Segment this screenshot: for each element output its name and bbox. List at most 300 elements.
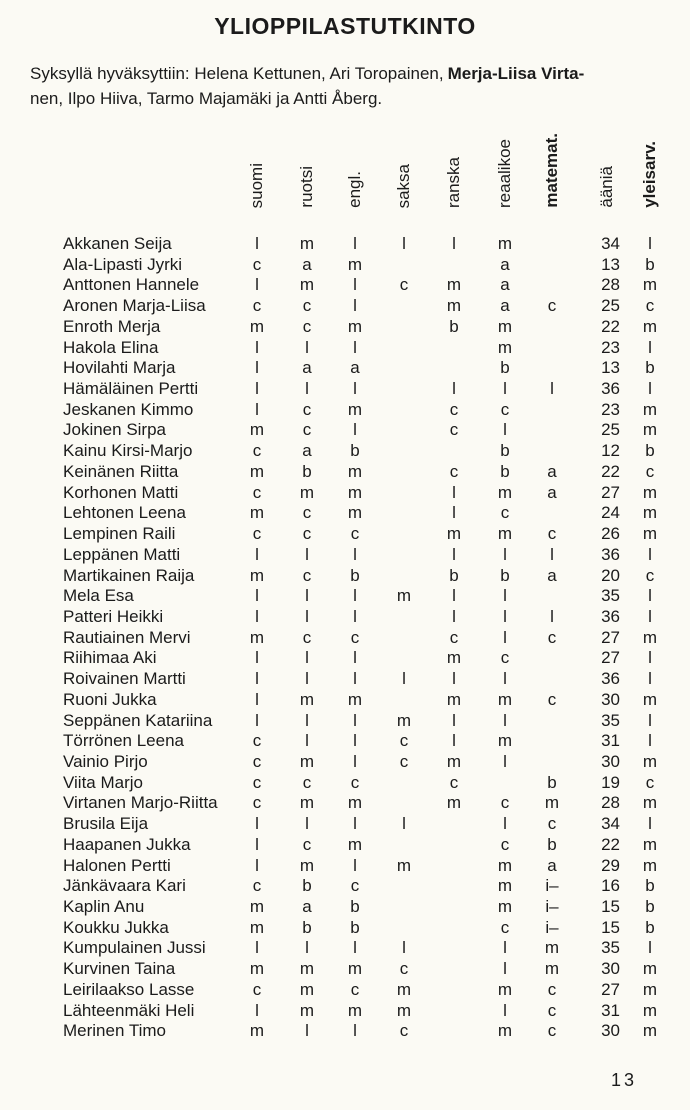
overall-grade-cell: m <box>642 1000 658 1020</box>
overall-grade-cell: b <box>645 917 655 937</box>
grade-cell-reaalikoe: b <box>500 461 510 481</box>
grade-cell-engl: b <box>350 897 360 917</box>
grade-cell-matemat: a <box>547 461 557 481</box>
grade-cell-ranska: l <box>452 606 456 626</box>
column-header-label: ruotsi <box>297 166 316 208</box>
grade-cell-suomi: m <box>249 503 265 523</box>
grade-cell-suomi: l <box>255 648 259 668</box>
overall-grade-cell: l <box>648 938 652 958</box>
grade-cell-ranska: m <box>446 524 462 544</box>
column-header-engl <box>344 90 366 208</box>
grade-cell-engl: m <box>347 316 363 336</box>
grade-cell-suomi: l <box>255 814 259 834</box>
grade-cell-saksa: c <box>399 275 409 295</box>
grade-cell-ranska: b <box>449 316 459 336</box>
table-row <box>0 275 690 296</box>
grade-cell-reaalikoe: l <box>503 938 507 958</box>
grade-cell-engl: c <box>350 979 360 999</box>
grade-cell-reaalikoe: a <box>500 254 510 274</box>
grade-cell-engl: c <box>350 627 360 647</box>
overall-grade-cell: l <box>648 731 652 751</box>
table-row <box>0 545 690 566</box>
overall-grade-cell: m <box>642 793 658 813</box>
grade-cell-suomi: c <box>252 482 262 502</box>
grade-cell-saksa: m <box>396 855 412 875</box>
overall-grade-cell: c <box>645 772 655 792</box>
grade-cell-ruotsi: m <box>299 959 315 979</box>
grade-cell-ranska: m <box>446 296 462 316</box>
votes-cell: 27 <box>601 627 620 647</box>
table-row <box>0 793 690 814</box>
grade-cell-matemat: m <box>544 938 560 958</box>
grade-cell-engl: m <box>347 959 363 979</box>
column-header-label: reaalikoe <box>495 139 514 208</box>
table-row <box>0 483 690 504</box>
grade-cell-matemat: a <box>547 855 557 875</box>
grade-cell-engl: c <box>350 524 360 544</box>
overall-grade-cell: l <box>648 234 652 253</box>
grade-cell-reaalikoe: m <box>497 731 513 751</box>
column-header-label: saksa <box>394 163 413 208</box>
grade-cell-reaalikoe: m <box>497 234 513 253</box>
table-row <box>0 814 690 835</box>
grade-cell-reaalikoe: m <box>497 876 513 896</box>
table-row <box>0 462 690 483</box>
grade-cell-suomi: m <box>249 420 265 440</box>
table-row <box>0 938 690 959</box>
grade-cell-suomi: m <box>249 917 265 937</box>
intro-line-1 <box>30 61 675 86</box>
grade-cell-engl: l <box>353 814 357 834</box>
grade-cell-engl: m <box>347 254 363 274</box>
student-name: Kaplin Anu <box>63 897 145 917</box>
grade-cell-engl: l <box>353 544 357 564</box>
grade-cell-matemat: i– <box>545 917 559 937</box>
grade-cell-saksa: l <box>402 234 406 253</box>
grade-cell-ruotsi: a <box>302 358 312 378</box>
overall-grade-cell: l <box>648 586 652 606</box>
overall-grade-cell: l <box>648 379 652 399</box>
grade-cell-engl: c <box>350 772 360 792</box>
votes-cell: 25 <box>601 296 620 316</box>
grade-cell-matemat: c <box>547 1000 557 1020</box>
votes-cell: 20 <box>601 565 620 585</box>
grade-cell-matemat: c <box>547 814 557 834</box>
column-header-label: suomi <box>247 162 266 208</box>
grade-cell-reaalikoe: l <box>503 544 507 564</box>
column-header-label: ääniä <box>597 166 616 208</box>
votes-cell: 26 <box>601 524 620 544</box>
votes-cell: 16 <box>601 876 620 896</box>
column-header-label: yleisarv. <box>640 141 659 208</box>
overall-grade-cell: l <box>648 337 652 357</box>
grade-cell-reaalikoe: l <box>503 586 507 606</box>
student-name: Jänkävaara Kari <box>63 876 186 896</box>
votes-cell: 13 <box>601 254 620 274</box>
grade-cell-saksa: m <box>396 586 412 606</box>
overall-grade-cell: m <box>642 420 658 440</box>
grade-cell-ruotsi: a <box>302 254 312 274</box>
grade-cell-ranska: c <box>449 420 459 440</box>
grade-cell-ranska: l <box>452 586 456 606</box>
grade-cell-saksa: c <box>399 959 409 979</box>
votes-cell: 13 <box>601 358 620 378</box>
grade-cell-engl: l <box>353 648 357 668</box>
student-name: Rautiainen Mervi <box>63 627 191 647</box>
grade-cell-reaalikoe: m <box>497 1021 513 1041</box>
grade-cell-suomi: c <box>252 731 262 751</box>
grade-cell-ruotsi: c <box>302 316 312 336</box>
votes-cell: 24 <box>601 503 620 523</box>
grade-cell-suomi: c <box>252 876 262 896</box>
student-name: Martikainen Raija <box>63 565 195 585</box>
grade-cell-matemat: c <box>547 979 557 999</box>
grade-cell-suomi: m <box>249 1021 265 1041</box>
grade-cell-ruotsi: c <box>302 420 312 440</box>
table-row <box>0 773 690 794</box>
grade-cell-matemat: m <box>544 793 560 813</box>
column-header-aania <box>596 90 618 208</box>
table-row <box>0 566 690 587</box>
column-header-reaalikoe <box>494 90 516 208</box>
grade-cell-ranska: c <box>449 461 459 481</box>
grade-cell-reaalikoe: c <box>500 503 510 523</box>
overall-grade-cell: b <box>645 876 655 896</box>
grade-cell-engl: l <box>353 606 357 626</box>
grade-cell-engl: m <box>347 834 363 854</box>
grade-cell-suomi: l <box>255 379 259 399</box>
overall-grade-cell: m <box>642 959 658 979</box>
grade-cell-ranska: b <box>449 565 459 585</box>
grade-cell-engl: l <box>353 337 357 357</box>
votes-cell: 15 <box>601 897 620 917</box>
student-name: Mela Esa <box>63 586 134 606</box>
grade-cell-engl: l <box>353 420 357 440</box>
overall-grade-cell: m <box>642 834 658 854</box>
table-row <box>0 897 690 918</box>
grade-cell-suomi: l <box>255 358 259 378</box>
student-name: Patteri Heikki <box>63 606 164 626</box>
grade-cell-engl: l <box>353 752 357 771</box>
table-row <box>0 400 690 421</box>
table-row <box>0 420 690 441</box>
grade-cell-ranska: l <box>452 669 456 689</box>
grade-cell-engl: c <box>350 876 360 896</box>
overall-grade-cell: m <box>642 275 658 295</box>
grade-cell-ruotsi: c <box>302 296 312 316</box>
grade-cell-engl: l <box>353 296 357 316</box>
grade-cell-engl: l <box>353 379 357 399</box>
student-name: Ruoni Jukka <box>63 689 157 709</box>
grade-cell-ruotsi: m <box>299 482 315 502</box>
table-row <box>0 586 690 607</box>
grade-cell-suomi: m <box>249 959 265 979</box>
overall-grade-cell: m <box>642 482 658 502</box>
student-name: Halonen Pertti <box>63 855 171 875</box>
student-name: Riihimaa Aki <box>63 648 157 668</box>
grade-cell-engl: m <box>347 793 363 813</box>
votes-cell: 27 <box>601 648 620 668</box>
student-name: Virtanen Marjo-Riitta <box>63 793 218 813</box>
grade-cell-reaalikoe: m <box>497 689 513 709</box>
column-header-label: engl. <box>345 171 364 208</box>
grade-cell-matemat: b <box>547 834 557 854</box>
student-name: Kumpulainen Jussi <box>63 938 206 958</box>
student-name: Törrönen Leena <box>63 731 184 751</box>
student-name: Hovilahti Marja <box>63 358 176 378</box>
grade-cell-ruotsi: l <box>305 1021 309 1041</box>
student-name: Haapanen Jukka <box>63 834 191 854</box>
votes-cell: 22 <box>601 316 620 336</box>
column-header-label: matemat. <box>542 133 561 208</box>
grade-cell-suomi: l <box>255 710 259 730</box>
table-row <box>0 980 690 1001</box>
grade-cell-ranska: l <box>452 731 456 751</box>
votes-cell: 12 <box>601 441 620 461</box>
overall-grade-cell: b <box>645 897 655 917</box>
grade-cell-engl: l <box>353 710 357 730</box>
grade-cell-reaalikoe: l <box>503 627 507 647</box>
votes-cell: 27 <box>601 482 620 502</box>
grade-cell-reaalikoe: m <box>497 482 513 502</box>
grade-cell-saksa: l <box>402 938 406 958</box>
grade-cell-saksa: m <box>396 979 412 999</box>
grade-cell-ruotsi: c <box>302 399 312 419</box>
student-name: Anttonen Hannele <box>63 275 200 295</box>
grade-cell-reaalikoe: l <box>503 606 507 626</box>
grade-cell-ruotsi: l <box>305 814 309 834</box>
grade-cell-matemat: c <box>547 296 557 316</box>
grade-cell-ruotsi: b <box>302 876 312 896</box>
grade-cell-reaalikoe: a <box>500 296 510 316</box>
grade-cell-suomi: l <box>255 606 259 626</box>
grade-cell-reaalikoe: b <box>500 441 510 461</box>
grade-cell-suomi: l <box>255 337 259 357</box>
grade-cell-engl: l <box>353 1021 357 1041</box>
overall-grade-cell: l <box>648 648 652 668</box>
student-name: Roivainen Martti <box>63 669 186 689</box>
grade-cell-reaalikoe: l <box>503 710 507 730</box>
grade-cell-ranska: m <box>446 648 462 668</box>
grade-cell-ranska: l <box>452 710 456 730</box>
grade-cell-ranska: m <box>446 689 462 709</box>
overall-grade-cell: m <box>642 627 658 647</box>
grade-cell-engl: m <box>347 689 363 709</box>
student-name: Lehtonen Leena <box>63 503 186 523</box>
overall-grade-cell: m <box>642 979 658 999</box>
votes-cell: 19 <box>601 772 620 792</box>
grade-cell-suomi: c <box>252 772 262 792</box>
overall-grade-cell: m <box>642 316 658 336</box>
overall-grade-cell: m <box>642 689 658 709</box>
student-name: Lähteenmäki Heli <box>63 1000 195 1020</box>
overall-grade-cell: l <box>648 814 652 834</box>
grade-cell-suomi: c <box>252 296 262 316</box>
grade-cell-engl: l <box>353 938 357 958</box>
votes-cell: 28 <box>601 275 620 295</box>
votes-cell: 28 <box>601 793 620 813</box>
grade-cell-saksa: c <box>399 1021 409 1041</box>
table-row <box>0 1021 690 1042</box>
overall-grade-cell: c <box>645 296 655 316</box>
grade-cell-ranska: m <box>446 793 462 813</box>
grade-cell-matemat: l <box>550 379 554 399</box>
grade-cell-ruotsi: c <box>302 503 312 523</box>
votes-cell: 30 <box>601 1021 620 1041</box>
grade-cell-ruotsi: m <box>299 979 315 999</box>
overall-grade-cell: b <box>645 358 655 378</box>
grade-cell-reaalikoe: c <box>500 834 510 854</box>
grade-cell-matemat: l <box>550 544 554 564</box>
student-name: Brusila Eija <box>63 814 149 834</box>
grade-cell-matemat: c <box>547 524 557 544</box>
table-row <box>0 669 690 690</box>
table-row <box>0 711 690 732</box>
student-name: Merinen Timo <box>63 1021 166 1041</box>
votes-cell: 23 <box>601 337 620 357</box>
page-title: YLIOPPILASTUTKINTO <box>214 13 476 39</box>
grade-cell-engl: l <box>353 275 357 295</box>
grade-cell-ruotsi: c <box>302 565 312 585</box>
student-name: Enroth Merja <box>63 316 161 336</box>
grade-cell-ruotsi: l <box>305 648 309 668</box>
grade-cell-ruotsi: l <box>305 710 309 730</box>
intro-line-2: nen, Ilpo Hiiva, Tarmo Majamäki ja Antti Åberg. <box>30 89 383 108</box>
votes-cell: 30 <box>601 752 620 771</box>
grade-cell-saksa: c <box>399 731 409 751</box>
votes-cell: 34 <box>601 234 620 253</box>
grade-cell-reaalikoe: a <box>500 275 510 295</box>
grade-cell-reaalikoe: m <box>497 897 513 917</box>
grade-cell-matemat: a <box>547 565 557 585</box>
grade-cell-ruotsi: c <box>302 834 312 854</box>
table-row <box>0 876 690 897</box>
grade-cell-reaalikoe: l <box>503 420 507 440</box>
grade-cell-matemat: c <box>547 689 557 709</box>
grade-cell-suomi: l <box>255 689 259 709</box>
grade-cell-saksa: m <box>396 710 412 730</box>
grade-cell-ranska: l <box>452 482 456 502</box>
grade-cell-engl: l <box>353 586 357 606</box>
grade-cell-engl: l <box>353 731 357 751</box>
grade-cell-reaalikoe: m <box>497 524 513 544</box>
student-name: Seppänen Katariina <box>63 710 213 730</box>
student-name: Vainio Pirjo <box>63 752 148 771</box>
votes-cell: 35 <box>601 586 620 606</box>
grade-cell-reaalikoe: l <box>503 814 507 834</box>
grade-cell-ranska: c <box>449 772 459 792</box>
student-name: Leirilaakso Lasse <box>63 979 195 999</box>
grade-cell-ranska: c <box>449 627 459 647</box>
table-row <box>0 648 690 669</box>
table-row <box>0 296 690 317</box>
table-row <box>0 317 690 338</box>
student-name: Hämäläinen Pertti <box>63 379 199 399</box>
column-header-label: ranska <box>444 156 463 208</box>
overall-grade-cell: m <box>642 503 658 523</box>
grade-cell-ruotsi: c <box>302 524 312 544</box>
grade-cell-reaalikoe: b <box>500 358 510 378</box>
intro-text-regular: Syksyllä hyväksyttiin: Helena Kettunen, Ari Toropainen, <box>30 64 444 83</box>
student-name: Koukku Jukka <box>63 917 169 937</box>
votes-cell: 36 <box>601 606 620 626</box>
student-name: Aronen Marja-Liisa <box>63 296 206 316</box>
grade-cell-ruotsi: a <box>302 897 312 917</box>
grade-cell-ruotsi: l <box>305 731 309 751</box>
grade-cell-engl: l <box>353 669 357 689</box>
grade-cell-matemat: a <box>547 482 557 502</box>
intro-text-bold: Merja-Liisa Virta- <box>447 64 585 83</box>
grade-cell-reaalikoe: c <box>500 917 510 937</box>
table-row <box>0 338 690 359</box>
grade-cell-matemat: i– <box>545 897 559 917</box>
grade-cell-suomi: l <box>255 1000 259 1020</box>
grade-cell-suomi: l <box>255 855 259 875</box>
table-row <box>0 918 690 939</box>
votes-cell: 22 <box>601 461 620 481</box>
grade-cell-suomi: m <box>249 627 265 647</box>
grade-cell-ruotsi: m <box>299 1000 315 1020</box>
votes-cell: 31 <box>601 731 620 751</box>
votes-cell: 30 <box>601 689 620 709</box>
table-row <box>0 628 690 649</box>
table-row <box>0 379 690 400</box>
student-name: Lempinen Raili <box>63 524 176 544</box>
column-header-yleisarv <box>639 90 661 208</box>
grade-cell-ruotsi: m <box>299 275 315 295</box>
student-name: Kurvinen Taina <box>63 959 176 979</box>
overall-grade-cell: m <box>642 855 658 875</box>
grade-cell-engl: m <box>347 482 363 502</box>
grade-cell-reaalikoe: c <box>500 793 510 813</box>
table-row <box>0 441 690 462</box>
grade-cell-ruotsi: b <box>302 461 312 481</box>
grade-cell-ruotsi: l <box>305 938 309 958</box>
grade-cell-matemat: m <box>544 959 560 979</box>
grade-cell-ruotsi: l <box>305 544 309 564</box>
grade-cell-ruotsi: m <box>299 855 315 875</box>
table-row <box>0 731 690 752</box>
grade-cell-suomi: m <box>249 461 265 481</box>
overall-grade-cell: b <box>645 254 655 274</box>
votes-cell: 22 <box>601 834 620 854</box>
grade-cell-suomi: c <box>252 979 262 999</box>
grade-cell-reaalikoe: l <box>503 669 507 689</box>
grade-cell-engl: b <box>350 917 360 937</box>
grade-cell-ranska: l <box>452 379 456 399</box>
student-name: Kainu Kirsi-Marjo <box>63 441 193 461</box>
student-name: Ala-Lipasti Jyrki <box>63 254 183 274</box>
page-number: 13 <box>611 1070 638 1090</box>
student-name: Keinänen Riitta <box>63 461 179 481</box>
overall-grade-cell: m <box>642 1021 658 1041</box>
column-header-matemat <box>541 90 563 208</box>
grade-cell-suomi: l <box>255 275 259 295</box>
grade-cell-ruotsi: l <box>305 379 309 399</box>
votes-cell: 31 <box>601 1000 620 1020</box>
grade-cell-reaalikoe: m <box>497 855 513 875</box>
student-name: Korhonen Matti <box>63 482 179 502</box>
grade-cell-ruotsi: m <box>299 793 315 813</box>
grade-cell-ruotsi: l <box>305 669 309 689</box>
grade-cell-ranska: m <box>446 275 462 295</box>
votes-cell: 27 <box>601 979 620 999</box>
table-row <box>0 1001 690 1022</box>
grade-cell-saksa: c <box>399 752 409 771</box>
grade-cell-reaalikoe: c <box>500 648 510 668</box>
student-name: Jokinen Sirpa <box>63 420 167 440</box>
grade-cell-reaalikoe: l <box>503 1000 507 1020</box>
